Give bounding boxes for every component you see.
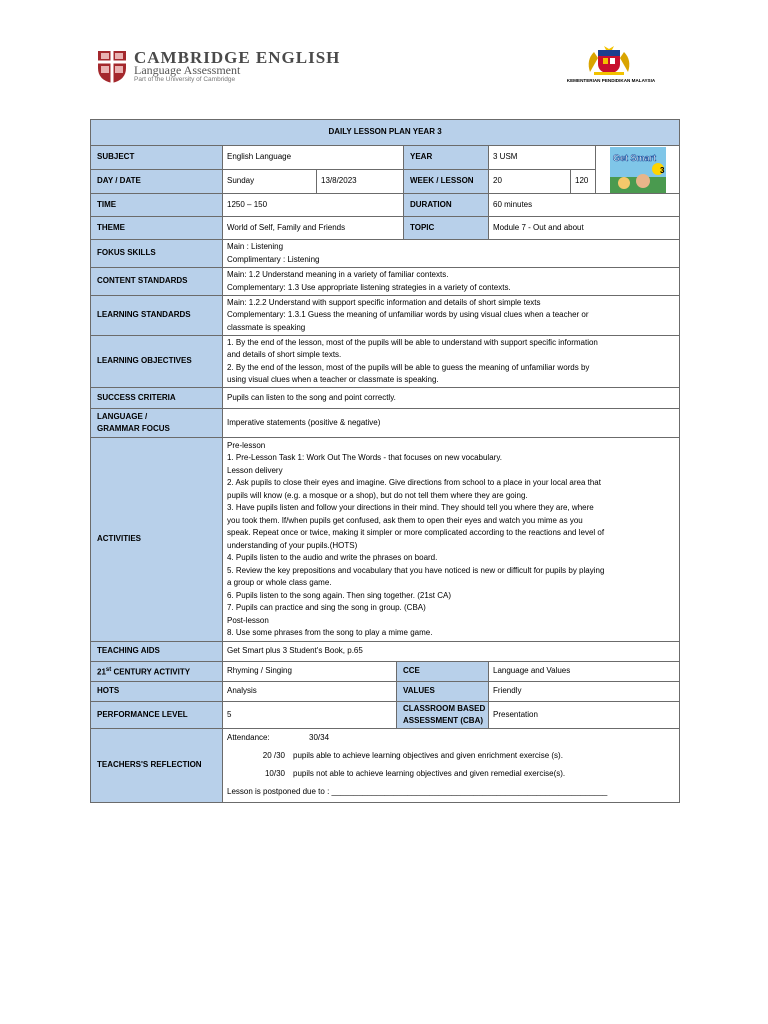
objective-line: 2. By the end of the lesson, most of the pupils will be able to guess the meaning of unfamiliar words by [227, 362, 590, 372]
book-cover-image [610, 147, 666, 193]
date-value: 13/8/2023 [317, 170, 404, 194]
values-value: Friendly [489, 682, 680, 702]
century-activity-label [91, 662, 223, 682]
theme-label: THEME [91, 217, 223, 240]
language-focus-label [91, 409, 223, 438]
topic-label: TOPIC [404, 217, 489, 240]
performance-level-label: PERFORMANCE LEVEL [91, 702, 223, 729]
learning-standard-line: Main: 1.2.2 Understand with support specific information and details of short simple texts [227, 297, 541, 307]
content-standards-label: CONTENT STANDARDS [91, 268, 223, 296]
learning-standard-line: classmate is speaking [227, 322, 306, 332]
subject-label: SUBJECT [91, 146, 223, 170]
cambridge-tagline: Part of the University of Cambridge [134, 76, 236, 83]
book-cover-cell [596, 146, 680, 194]
day-date-label: DAY / DATE [91, 170, 223, 194]
activities-label: ACTIVITIES [91, 438, 223, 642]
malaysia-crest-icon [584, 46, 634, 76]
cba-label-line: ASSESSMENT (CBA) [403, 716, 484, 725]
activity-line: 1. Pre-Lesson Task 1: Work Out The Words - that focuses on new vocabulary. [227, 453, 502, 462]
duration-value: 60 minutes [489, 194, 680, 217]
hots-row [91, 682, 680, 702]
reflection-value [223, 729, 680, 803]
century-label-num: 21 [97, 667, 106, 677]
activity-line: pupils will know (e.g. a mosque or a shop), but do not tell them where they are going. [227, 490, 528, 500]
cce-label: CCE [397, 662, 489, 682]
book-cover-icon [610, 147, 666, 193]
attendance-value: 30/34 [309, 733, 330, 743]
language-focus-row [91, 409, 680, 438]
header-logos [0, 0, 768, 110]
cambridge-english-logo [97, 48, 341, 88]
week-lesson-label: WEEK / LESSON [404, 170, 489, 194]
achieved-line [227, 750, 675, 768]
success-criteria-row [91, 388, 680, 409]
objective-line: and details of short simple texts. [227, 350, 342, 359]
activities-value [223, 438, 680, 642]
activity-line: 6. Pupils listen to the song again. Then sing together. (21st CA) [227, 590, 451, 600]
reflection-label: TEACHERS'S REFLECTION [91, 729, 223, 803]
activity-line: a group or whole class game. [227, 578, 332, 587]
year-label: YEAR [404, 146, 489, 170]
plan-title: DAILY LESSON PLAN YEAR 3 [91, 120, 680, 146]
activity-line: Post-lesson [227, 615, 269, 625]
attendance-label: Attendance: [227, 733, 270, 743]
objective-line: 1. By the end of the lesson, most of the pupils will be able to understand with support specific information [227, 337, 598, 347]
teaching-aids-value: Get Smart plus 3 Student's Book, p.65 [223, 642, 680, 662]
time-label: TIME [91, 194, 223, 217]
activity-line: speak. Repeat once or twice, making it simpler or more complicated according to the reactions and level of [227, 528, 605, 537]
achieved-text: pupils able to achieve learning objectives and given enrichment exercise (s). [293, 751, 563, 761]
activity-line: 5. Review the key prepositions and vocabulary that you have noticed is new or difficult for pupils by playing [227, 565, 605, 575]
learning-standard-line: Complementary: 1.3.1 Guess the meaning of unfamiliar words by using visual clues when a teacher or [227, 310, 589, 320]
time-row [91, 194, 680, 217]
hots-value: Analysis [223, 682, 397, 702]
activity-line: 3. Have pupils listen and follow your directions in their mind. They should tell you where they are, where [227, 503, 594, 512]
learning-standards-label: LEARNING STANDARDS [91, 296, 223, 336]
postponed-line: Lesson is postponed due to : ______________________________________________________________ [227, 787, 608, 797]
lesson-plan-table [90, 119, 680, 803]
activity-line: 8. Use some phrases from the song to play a mime game. [227, 628, 433, 637]
activity-line: you took them. If/when pupils get confused, ask them to open their eyes and watch you mime as you [227, 515, 583, 525]
learning-objectives-label: LEARNING OBJECTIVES [91, 336, 223, 388]
hots-label: HOTS [91, 682, 223, 702]
century-activity-value: Rhyming / Singing [223, 662, 397, 682]
subject-row [91, 146, 680, 170]
lesson-value: 120 [571, 170, 596, 194]
learning-objectives-value [223, 336, 680, 388]
theme-value: World of Self, Family and Friends [223, 217, 404, 240]
objective-line: using visual clues when a teacher or classmate is speaking. [227, 375, 439, 384]
not-achieved-count: 10/30 [264, 769, 285, 779]
subject-value: English Language [223, 146, 404, 170]
title-row [91, 120, 680, 146]
activity-line: understanding of your pupils.(HOTS) [227, 540, 358, 550]
book-title: Get Smart [612, 152, 656, 163]
teaching-aids-label: TEACHING AIDS [91, 642, 223, 662]
cba-label [397, 702, 489, 729]
activity-line: Pre-lesson [227, 440, 266, 450]
values-label: VALUES [397, 682, 489, 702]
not-achieved-line [227, 768, 675, 786]
content-standard-line: Main: 1.2 Understand meaning in a variety of familiar contexts. [227, 270, 449, 279]
day-value: Sunday [223, 170, 317, 194]
learning-objectives-row [91, 336, 680, 388]
day-date-row [91, 170, 680, 194]
fokus-skills-label: FOKUS SKILLS [91, 240, 223, 268]
learning-standards-value [223, 296, 680, 336]
achieved-count: 20 /30 [262, 751, 285, 761]
fokus-skills-value [223, 240, 680, 268]
century-activity-row [91, 662, 680, 682]
language-focus-label-line: LANGUAGE / [97, 411, 148, 421]
teaching-aids-row [91, 642, 680, 662]
activity-line: Lesson delivery [227, 465, 283, 475]
cba-label-line: CLASSROOM BASED [403, 703, 486, 713]
content-standard-line: Complementary: 1.3 Use appropriate listening strategies in a variety of contexts. [227, 282, 511, 292]
activity-line: 4. Pupils listen to the audio and write the phrases on board. [227, 553, 438, 562]
fokus-skills-row [91, 240, 680, 268]
cce-value: Language and Values [489, 662, 680, 682]
time-value: 1250 – 150 [223, 194, 404, 217]
duration-label: DURATION [404, 194, 489, 217]
language-focus-value: Imperative statements (positive & negative) [223, 409, 680, 438]
activity-line: 2. Ask pupils to close their eyes and imagine. Give directions from school to a place in your local area that [227, 478, 601, 487]
attendance-line [227, 732, 675, 750]
performance-row [91, 702, 680, 729]
century-label-sup: st [105, 666, 112, 673]
success-criteria-label: SUCCESS CRITERIA [91, 388, 223, 409]
theme-row [91, 217, 680, 240]
kpm-label: KEMENTERIAN PENDIDIKAN MALAYSIA [566, 78, 656, 83]
language-focus-label-line: GRAMMAR FOCUS [97, 424, 170, 433]
cba-value: Presentation [489, 702, 680, 729]
learning-standards-row [91, 296, 680, 336]
activities-row [91, 438, 680, 642]
content-standards-row [91, 268, 680, 296]
cambridge-title: CAMBRIDGE ENGLISH [134, 48, 341, 67]
cambridge-subtitle: Language Assessment [134, 63, 241, 77]
fokus-complimentary: Complimentary : Listening [227, 254, 320, 264]
success-criteria-value: Pupils can listen to the song and point correctly. [223, 388, 680, 409]
activity-line: 7. Pupils can practice and sing the song in group. (CBA) [227, 603, 426, 612]
performance-level-value: 5 [223, 702, 397, 729]
book-grade-badge: 3 [659, 165, 664, 175]
week-value: 20 [489, 170, 571, 194]
kpm-logo [552, 46, 670, 86]
year-value: 3 USM [489, 146, 596, 170]
century-label-rest: CENTURY ACTIVITY [111, 667, 191, 677]
reflection-row [91, 729, 680, 803]
not-achieved-text: pupils not able to achieve learning objectives and given remedial exercise(s). [293, 769, 566, 779]
fokus-main: Main : Listening [227, 242, 284, 251]
content-standards-value [223, 268, 680, 296]
cambridge-shield-icon [97, 50, 127, 84]
topic-value: Module 7 - Out and about [489, 217, 680, 240]
